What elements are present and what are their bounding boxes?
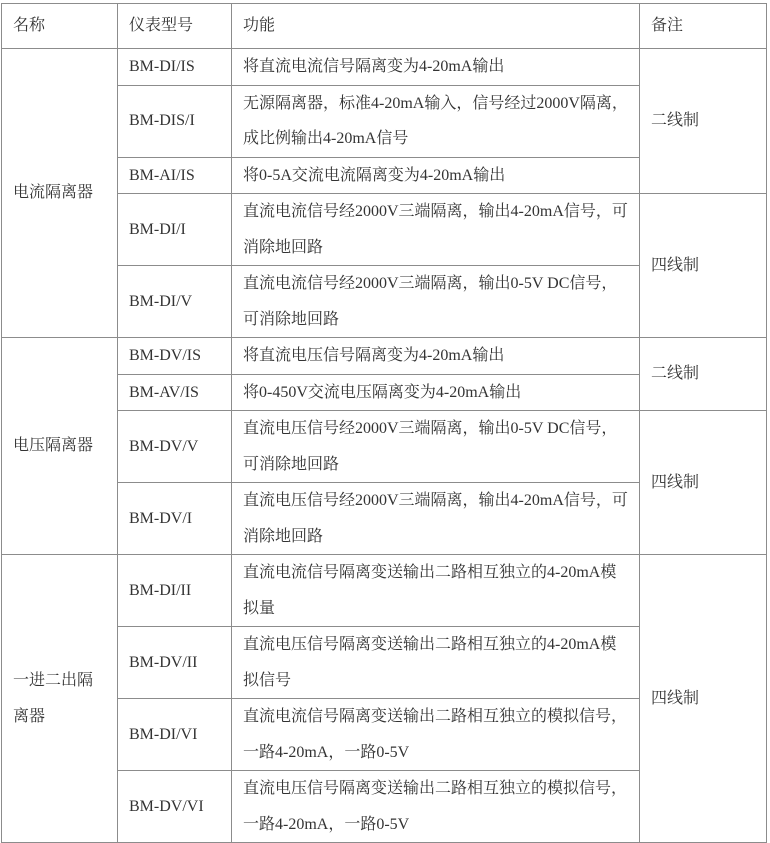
model-cell: BM-DI/IS (118, 49, 232, 86)
model-cell: BM-DV/IS (118, 338, 232, 375)
function-cell: 无源隔离器，标准4-20mA输入，信号经过2000V隔离，成比例输出4-20mA信号 (232, 85, 640, 157)
note-cell: 二线制 (640, 49, 767, 194)
header-function: 功能 (232, 4, 640, 49)
function-cell: 直流电压信号隔离变送输出二路相互独立的4-20mA模拟信号 (232, 627, 640, 699)
group-name-voltage: 电压隔离器 (2, 338, 118, 555)
model-cell: BM-DV/VI (118, 771, 232, 843)
function-cell: 直流电流信号经2000V三端隔离，输出0-5V DC信号，可消除地回路 (232, 266, 640, 338)
table-row (2, 555, 767, 627)
function-cell: 直流电流信号隔离变送输出二路相互独立的模拟信号，一路4-20mA，一路0-5V (232, 699, 640, 771)
function-cell: 直流电流信号隔离变送输出二路相互独立的4-20mA模拟量 (232, 555, 640, 627)
note-cell: 四线制 (640, 555, 767, 843)
model-cell: BM-DV/II (118, 627, 232, 699)
function-cell: 将0-5A交流电流隔离变为4-20mA输出 (232, 157, 640, 194)
isolator-spec-table (1, 3, 767, 843)
header-row (2, 4, 767, 49)
model-cell: BM-DI/VI (118, 699, 232, 771)
model-cell: BM-AI/IS (118, 157, 232, 194)
function-cell: 直流电压信号经2000V三端隔离，输出0-5V DC信号，可消除地回路 (232, 411, 640, 483)
model-cell: BM-DI/II (118, 555, 232, 627)
group-name-one-in-two-out: 一进二出隔离器 (2, 555, 118, 843)
function-cell: 将直流电压信号隔离变为4-20mA输出 (232, 338, 640, 375)
function-cell: 直流电压信号隔离变送输出二路相互独立的模拟信号，一路4-20mA，一路0-5V (232, 771, 640, 843)
note-cell: 二线制 (640, 338, 767, 411)
header-name: 名称 (2, 4, 118, 49)
header-model: 仪表型号 (118, 4, 232, 49)
note-cell: 四线制 (640, 194, 767, 338)
function-cell: 直流电流信号经2000V三端隔离，输出4-20mA信号，可消除地回路 (232, 194, 640, 266)
note-cell: 四线制 (640, 411, 767, 555)
model-cell: BM-DIS/I (118, 85, 232, 157)
model-cell: BM-AV/IS (118, 374, 232, 411)
model-cell: BM-DV/I (118, 483, 232, 555)
function-cell: 直流电压信号经2000V三端隔离，输出4-20mA信号，可消除地回路 (232, 483, 640, 555)
model-cell: BM-DI/I (118, 194, 232, 266)
table-row (2, 49, 767, 86)
model-cell: BM-DI/V (118, 266, 232, 338)
table-row (2, 338, 767, 375)
function-cell: 将直流电流信号隔离变为4-20mA输出 (232, 49, 640, 86)
group-name-current: 电流隔离器 (2, 49, 118, 338)
function-cell: 将0-450V交流电压隔离变为4-20mA输出 (232, 374, 640, 411)
model-cell: BM-DV/V (118, 411, 232, 483)
header-note: 备注 (640, 4, 767, 49)
